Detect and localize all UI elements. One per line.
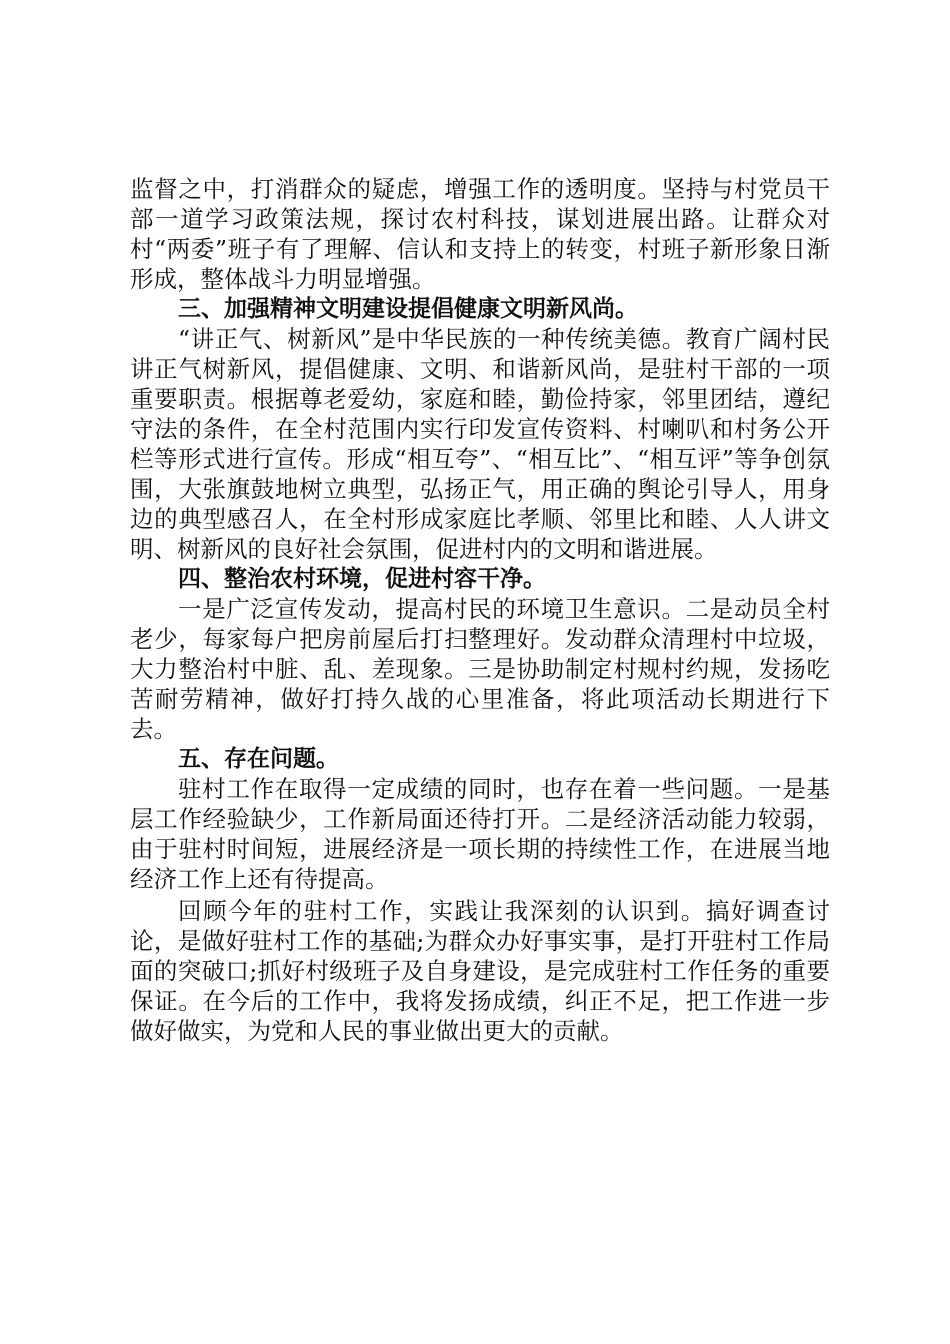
paragraph-continuation: 监督之中，打消群众的疑虑，增强工作的透明度。坚持与村党员干部一道学习政策法规，探讨农村科技，谋划进展出路。让群众对村“两委”班子有了理解、信认和支持上的转变，村班子新形象日渐形成，整体战斗力明显增强。: [130, 175, 830, 293]
section-heading-5: 五、存在问题。: [178, 746, 339, 772]
paragraph-spiritual-civilization: “讲正气、树新风”是中华民族的一种传统美德。教育广阔村民讲正气树新风，提倡健康、文明、和谐新风尚，是驻村干部的一项重要职责。根据尊老爱幼，家庭和睦，勤俭持家，邻里团结，遵纪守法的条件，在全村范围内实行印发宣传资料、村喇叭和村务公开栏等形式进行宣传。形成“相互夸”、“相互比”、“相互评”等争创氛围，大张旗鼓地树立典型，弘扬正气，用正确的舆论引导人，用身边的典型感召人，在全村形成家庭比孝顺、邻里比和睦、人人讲文明、树新风的良好社会氛围，促进村内的文明和谐进展。: [130, 325, 830, 563]
paragraph-environment: 一是广泛宣传发动，提高村民的环境卫生意识。二是动员全村老少，每家每户把房前屋后打扫整理好。发动群众清理村中垃圾，大力整治村中脏、乱、差现象。三是协助制定村规村约规，发扬吃苦耐劳精神，做好打持久战的心里准备，将此项活动长期进行下去。: [130, 595, 830, 743]
paragraph-problems: 驻村工作在取得一定成绩的同时，也存在着一些问题。一是基层工作经验缺少，工作新局面还待打开。二是经济活动能力较弱，由于驻村时间短，进展经济是一项长期的持续性工作，在进展当地经济工作上还有待提高。: [130, 775, 830, 893]
document-body: [130, 174, 830, 1046]
paragraph-conclusion: 回顾今年的驻村工作，实践让我深刻的认识到。搞好调查讨论，是做好驻村工作的基础;为群众办好事实事，是打开驻村工作局面的突破口;抓好村级班子及自身建设，是完成驻村工作任务的重要保证。在今后的工作中，我将发扬成绩，纠正不足，把工作进一步做好做实，为党和人民的事业做出更大的贡献。: [130, 897, 830, 1045]
section-heading-3: 三、加强精神文明建设提倡健康文明新风尚。: [178, 296, 638, 322]
section-heading-4: 四、整治农村环境，促进村容干净。: [178, 566, 546, 592]
